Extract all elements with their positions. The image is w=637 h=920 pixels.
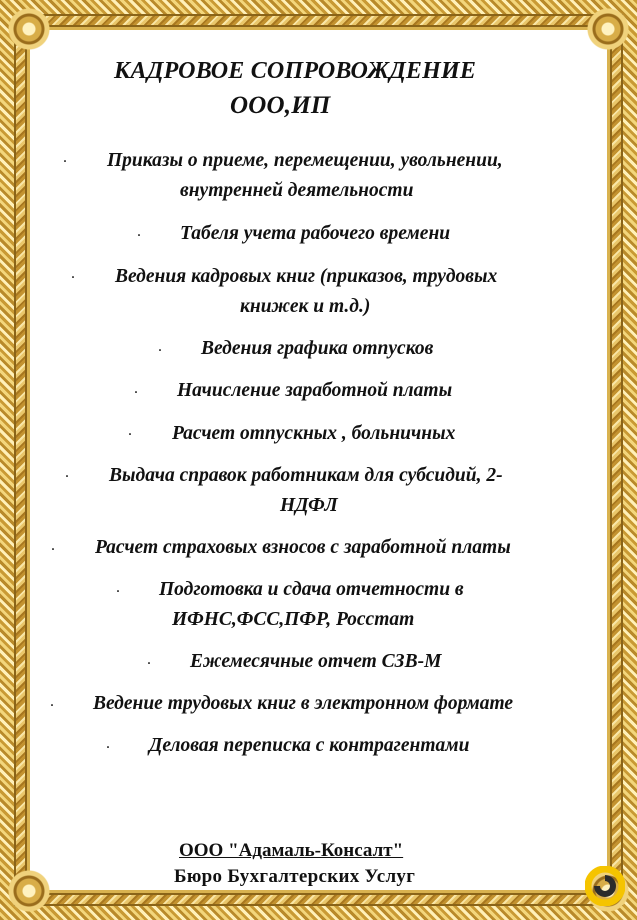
bullet-icon: · — [116, 584, 121, 598]
bullet-icon: · — [137, 228, 142, 242]
list-item-text: Выдача справок работникам для субсидий, 2- — [109, 465, 503, 486]
list-item-text: Расчет отпускных , больничных — [172, 423, 456, 444]
bullet-icon: · — [106, 740, 111, 754]
list-item-text: Подготовка и сдача отчетности в — [159, 579, 464, 600]
bullet-icon: · — [65, 469, 70, 483]
bullet-icon: · — [71, 270, 76, 284]
list-item-text: НДФЛ — [280, 495, 338, 516]
bullet-icon: · — [50, 698, 55, 712]
list-item-text: Приказы о приеме, перемещении, увольнении, — [107, 150, 503, 171]
bullet-icon: · — [128, 427, 133, 441]
list-item-text: Расчет страховых взносов с заработной платы — [95, 537, 511, 558]
bullet-icon: · — [51, 542, 56, 556]
list-item-text: Ведение трудовых книг в электронном формате — [93, 693, 514, 714]
document-subtitle: ООО,ИП — [230, 92, 331, 119]
list-item-text: Ведения кадровых книг (приказов, трудовых — [115, 266, 498, 287]
bullet-icon: · — [134, 385, 139, 399]
document-content — [30, 30, 607, 890]
list-item-text: ИФНС,ФСС,ПФР, Росстат — [172, 609, 415, 630]
list-item-text: Табеля учета рабочего времени — [180, 223, 451, 244]
list-item-text: Ежемесячные отчет СЗВ-М — [190, 651, 442, 672]
bullet-icon: · — [147, 656, 152, 670]
company-subtitle: Бюро Бухгалтерских Услуг — [174, 866, 416, 887]
company-logo-icon — [585, 866, 625, 906]
company-name: ООО "Адамаль-Консалт" — [179, 840, 404, 861]
document-title: КАДРОВОЕ СОПРОВОЖДЕНИЕ — [114, 58, 477, 84]
list-item-text: книжек и т.д.) — [240, 296, 371, 317]
list-item-text: Ведения графика отпусков — [201, 338, 434, 359]
list-item-text: Начисление заработной платы — [177, 380, 453, 401]
bullet-icon: · — [158, 343, 163, 357]
bullet-icon: · — [63, 154, 68, 168]
list-item-text: Деловая переписка с контрагентами — [149, 735, 470, 756]
list-item-text: внутренней деятельности — [180, 180, 414, 201]
